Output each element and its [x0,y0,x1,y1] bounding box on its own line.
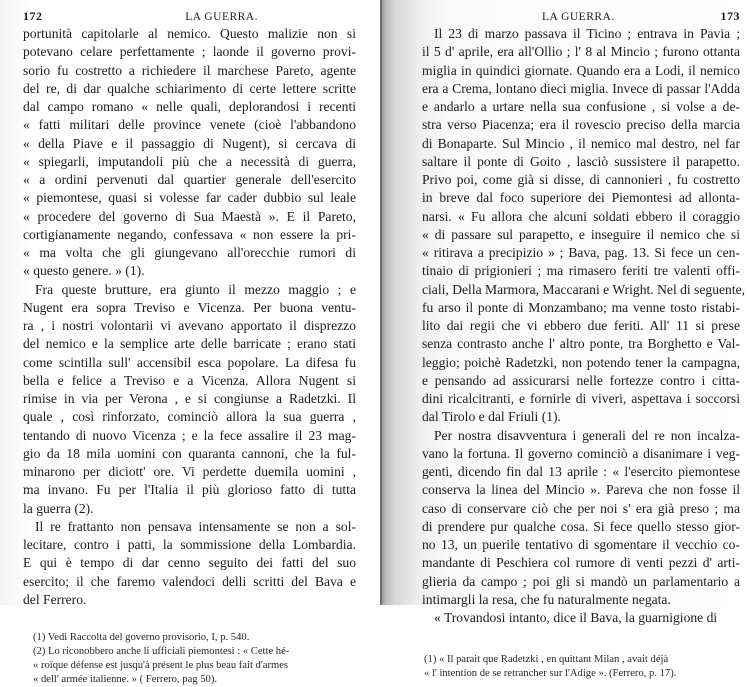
text-line: minarono per diciott' ore. Vi perdette duemila uomini , [23,464,356,479]
text-line: e andarlo a urtare nella sua confusione , si volse a de- [422,99,740,114]
book-gutter [380,0,382,605]
text-line: e pensando ad assicurarsi nelle fortezze contro i citta- [422,372,740,388]
footnote-2-cont: « roïque défense est jusqu'à présent le plus beau fait d'armes [33,660,289,671]
text-line: « Trovandosi intanto, dice il Bava, la guarnigione di [434,610,718,625]
text-line: « piemontese, quasi si volesse far cader dubbio sul leale [23,190,356,206]
text-line: Fra queste brutture, era giunto il mezzo maggio ; e [35,281,356,297]
text-line: saltare il ponte di Goito , lasciò sussistere il parapetto. [422,153,740,169]
text-line: di Bonaparte. Sul Mincio , il nemico mal destro, nel far [422,135,740,151]
text-line: sorio fu costretto a richiedere il marchese Pareto, agente [23,62,356,78]
text-line: E qui è tempo di dar cenno seguito dei fatti del suo [23,555,356,571]
text-line: dal Tirolo e dal Friuli (1). [422,409,561,425]
text-line: del re, di dar qualche schiarimento di certe lettere scritte [23,80,356,96]
text-line: portunità capitolarle al nemico. Questo malizie non si [23,26,356,41]
text-line: « della Piave e il passaggio di Nugent), si cercava di [23,135,356,151]
text-line: gio da 18 mila uomini con quaranta cannoni, che la ful- [23,445,356,461]
text-line: Il re frattanto non pensava intensamente se non a sol- [35,518,356,534]
text-line: leggio; poichè Radetzki, non potendo tener la campagna, [422,354,740,370]
text-line: narsi. « Fu allora che alcuni soldati ebbero il coraggio [422,208,740,224]
left-body-text [23,25,356,609]
text-line: no 13, un puerile tentativo di sgomentare il vecchio co- [422,537,740,552]
text-line: rimise in via per Verona , e si congiunse a Radetzki. Il [23,391,356,406]
text-line: conserva la linea del Mincio ». Pareva che non fosse il [422,482,740,498]
running-head-title-left: LA GUERRA. [185,11,258,23]
footnote-2-cont: « dell' armée italienne. » ( Ferrero, pag 50). [33,674,217,685]
text-line: Per nostra disavventura i generali del re non incalza- [434,427,740,443]
text-line: « ma volta che gli giungevano all'orecchie rumori di [23,245,356,260]
page-number-left: 172 [23,9,43,23]
text-line: in breve dal foco superiore dei Piemontesi ad allonta- [422,190,740,206]
text-line: tinaio di prigionieri ; ma rimasero feriti tre valenti offi- [422,263,740,279]
right-footnotes [422,653,740,681]
text-line: lecitare, contro i patti, la sommissione della Lombardia. [23,537,356,552]
text-line: vano la fortuna. Il governo cominciò a disanimare i veg- [422,445,740,461]
text-line: cortigianamente negando, confessava « non essere la pri- [23,226,356,242]
footnote-2: (2) Lo riconobbero anche li ufficiali piemontesi : « Cette hé- [33,646,290,657]
text-line: Privo poi, come già si disse, di cannonieri , fu costretto [422,172,740,187]
text-line: « ritirava a precipizio » ; Bava, pag. 13. Si fece un cen- [422,245,740,260]
left-footnotes [23,631,356,687]
text-line: il 5 d' aprile, era all'Ollio ; l' 8 al Mincio ; furono ottanta [422,44,740,60]
text-line: Nugent era sopra Treviso e Vicenza. Per buona ventu- [23,299,356,315]
text-line: genti, dicendo fin dal 13 aprile : « l'esercito piemontese [422,464,740,479]
text-line: mandante di Peschiera col rumore di venti pezzi d' arti- [422,555,740,571]
footnote-1: (1) « Il parait que Radetzki , en quittant Milan , avait déjà [424,654,669,666]
text-line: tentando di nuovo Vicenza ; e la fece assalire il 23 mag- [23,427,356,443]
footnote-1-cont: « l' intention de se retrancher sur l'Adige ». (Ferrero, p. 17). [424,668,677,680]
text-line: « procedere del governo di Sua Maestà ». E il Pareto, [23,208,356,224]
text-line: Il 23 di marzo passava il Ticino ; entrava in Pavia ; [434,26,740,41]
text-line: del Ferrero. [23,591,87,607]
text-line: la guerra (2). [23,500,94,516]
footnote-1: (1) Vedi Raccolta del governo provisorio, I, p. 540. [33,632,250,643]
text-line: ma invano. Fu per l'Italia il più glorioso fatto di tutta [23,482,356,498]
text-line: dal campo romano « nelle quali, deplorandosi i recenti [23,99,356,114]
text-line: glieria da campo ; poi gli si mandò un parlamentario a [422,573,740,589]
running-head-title-right: LA GUERRA. [542,11,615,23]
text-line: caso di conservare ciò che per noi s' era già preso ; ma [422,500,740,516]
page-number-right: 173 [720,9,740,23]
text-line: come scintilla sull' accensibil esca popolare. La difesa fu [23,354,356,370]
right-body-text [422,25,746,627]
text-line: dini ricalcitranti, e fornirle di viveri, aspettava i soccorsi [422,391,740,406]
text-line: « di passare sul parapetto, e inseguire il nemico che si [422,226,740,242]
text-line: era a Crema, lontano dieci miglia. Invece di passar l'Adda [422,80,740,96]
text-line: del nemico e la semplice arte delle barricate ; erano stati [23,336,356,352]
text-line: fu arso il ponte di Monzambano; ma venne tosto ristabi- [422,299,740,315]
text-line: esercito; il che faremo valendoci delli scritti del Bava e [23,573,356,589]
left-running-head [23,9,356,25]
right-page [380,0,750,680]
text-line: « questo genere. » (1). [23,263,145,279]
text-line: senza contrasto anche l' altro ponte, tra Borghetto e Val- [422,336,740,352]
text-line: « spiegarli, imputandoli più che a necessità di guerra, [23,153,356,169]
text-line: ciali, Della Marmora, Maccarani e Wright. Nel di seguente, [422,281,746,297]
text-line: di prendere pur qualche cosa. Si fece quello stesso gior- [422,518,740,534]
text-line: « fatti militari delle province venete (cioè l'abbandono [23,117,356,133]
text-line: bella e felice a Treviso e a Vicenza. Allora Nugent si [23,372,356,388]
text-line: ra , i nostri volontarii vi avevano apportato il disprezzo [23,318,356,333]
text-line: stra verso Piacenza; era il rovescio preciso della marcia [422,117,740,133]
right-running-head [422,9,740,25]
text-line: « a ordini pervenuti dal quartier generale dell'esercito [23,172,356,187]
text-line: lito dai regii che vi ebbero due feriti. All' 11 si prese [422,318,740,333]
text-line: potevano celare perfettamente ; laonde il governo provi- [23,44,356,60]
text-line: quale , così rinforzato, cominciò allora la sua guerra , [23,409,356,425]
text-line: miglia in quindici giornate. Quando era a Lodi, il nemico [422,62,740,78]
text-line: intimargli la resa, che fu naturalmente negata. [422,591,671,607]
